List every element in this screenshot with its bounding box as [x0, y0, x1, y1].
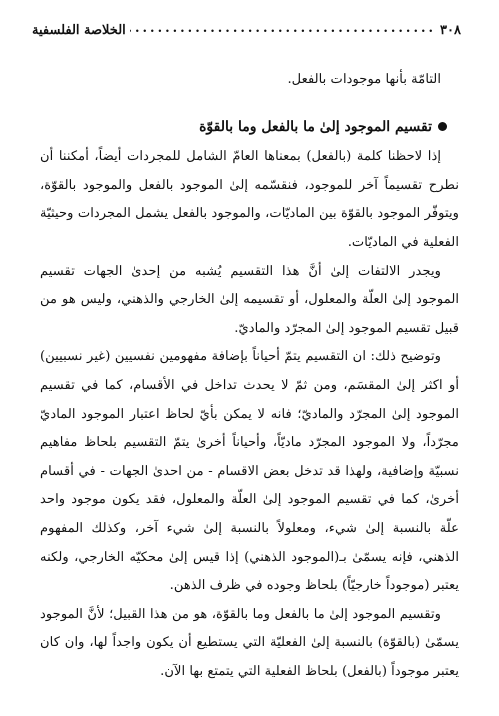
running-title: الخلاصة الفلسفية: [32, 23, 126, 38]
spacer: [40, 95, 459, 103]
paragraph-2: ويجدر الالتفات إلىٰ أنَّ هذا التقسيم يُشبه من إحدىٰ الجهات تقسيم الموجود إلىٰ العلّة والمعلول، أو تقسيمه إلىٰ الخارجي والذهني، وليس هو من قبيل تقسيم الموجود إلىٰ المجرّد والماديّ.: [40, 263, 459, 336]
page-number: ٣٠٨: [440, 23, 461, 38]
header-dot-leader: [130, 22, 436, 38]
section-heading-text: تقسيم الموجود إلىٰ ما بالفعل وما بالقوّة: [199, 118, 432, 135]
paragraph-3: وتوضيح ذلك: ان التقسيم يتمّ أحياناً بإضافة مفهومين نفسيين (غير نسبيين) أو اكثر إلىٰ المقسَم، ومن ثمّ لا يحدث تداخل في الأقسام، كما في تقسيم الموجود إلىٰ المجرّد والماديّ؛ فانه لا يمكن بأيّ لحاظ اعتبار الموجود الماديّ مجرّداً، ولا الموجود المجرّد ماديّاً، وأحياناً أخرىٰ يتمّ التقسيم بلحاظ مفاهيم نسبيّة وإضافية، ولهذا قد تدخل بعض الاقسام - من احدىٰ الجهات - في أقسام أخرىٰ، كما في تقسيم الموجود إلىٰ العلّة والمعلول، فقد يكون موجود واحد علّة بالنسبة إلىٰ شيء، ومعلولاً بالنسبة إلىٰ شيء آخر، وكذلك المفهوم الذهني، فإنه يسمّىٰ بـ(الموجود الذهني) إذا قيس إلىٰ محكيّه الخارجي، ولكنه يعتبر (موجوداً خارجيّاً) بلحاظ وجوده في ظرف الذهن.: [40, 349, 459, 594]
page-body: [40, 66, 459, 686]
page-header: [32, 14, 461, 38]
bullet-icon: [438, 122, 447, 131]
intro-line: التامّة بأنها موجودات بالفعل.: [287, 72, 441, 87]
paragraph-4: وتقسيم الموجود إلىٰ ما بالفعل وما بالقوّة، هو من هذا القبيل؛ لأنَّ الموجود يسمّىٰ (بالقوّة) بالنسبة إلىٰ الفعليّة التي يستطيع أن يكون واجداً لها، وان كان يعتبر موجوداً (بالفعل) بلحاظ الفعلية التي يتمتع بها الآن.: [40, 606, 459, 679]
paragraph-1: إذا لاحظنا كلمة (بالفعل) بمعناها العامّ الشامل للمجردات أيضاً، أمكننا أن نطرح تقسيماً آخر للموجود، فنقسّمه إلىٰ الموجود بالفعل والموجود بالقوّة، ويتوفّر الموجود بالقوّة بين الماديّات، والموجود بالفعل يشمل المجردات وحيثيّة الفعلية في الماديّات.: [40, 149, 459, 250]
section-heading: [40, 113, 459, 142]
